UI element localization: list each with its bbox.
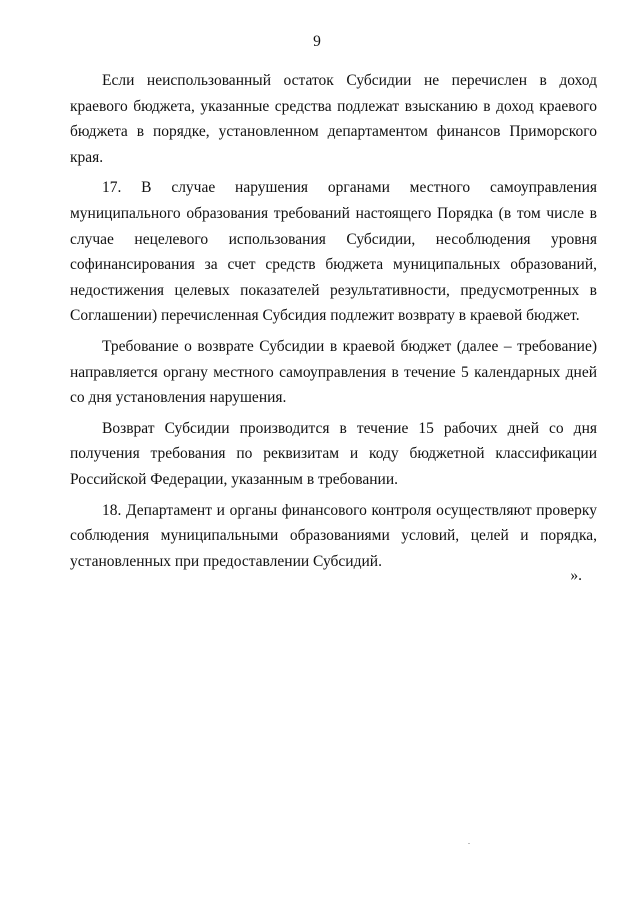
paragraph-18-inspection: 18. Департамент и органы финансового контроля осуществляют проверку соблюдения муниципальными образованиями условий, целей и порядка, установленных при предоставлении Субсидий. — [70, 501, 597, 570]
paragraph-return-term: Возврат Субсидии производится в течение 15 рабочих дней со дня получения требования по реквизитам и коду бюджетной классификации Российской Федерации, указанным в требовании. — [70, 419, 597, 488]
paragraph-return-requirement: Требование о возврате Субсидии в краевой бюджет (далее – требование) направляется органу местного самоуправления в течение 5 календарных дней со дня установления нарушения. — [70, 337, 597, 407]
paragraph-17-violation: 17. В случае нарушения органами местного самоуправления муниципального образования требований настоящего Порядка (в том числе в случае нецелевого использования Субсидии, несоблюдения уровня софинансирования за счет средств бюджета муниципальных образований, недостижения целевых показателей результативности, предусмотренных в Соглашении) перечисленная Субсидия подлежит возврату в краевой бюджет. — [70, 179, 597, 325]
scan-speck — [468, 843, 470, 844]
paragraph-unused-balance: Если неиспользованный остаток Субсидии не перечислен в доход краевого бюджета, указанные средства подлежат взысканию в доход краевого бюджета в порядке, установленном департаментом финансов Приморского края. — [70, 72, 597, 166]
page-number: 9 — [313, 33, 321, 50]
closing-quote-mark: ». — [570, 567, 582, 584]
document-body — [70, 68, 597, 574]
